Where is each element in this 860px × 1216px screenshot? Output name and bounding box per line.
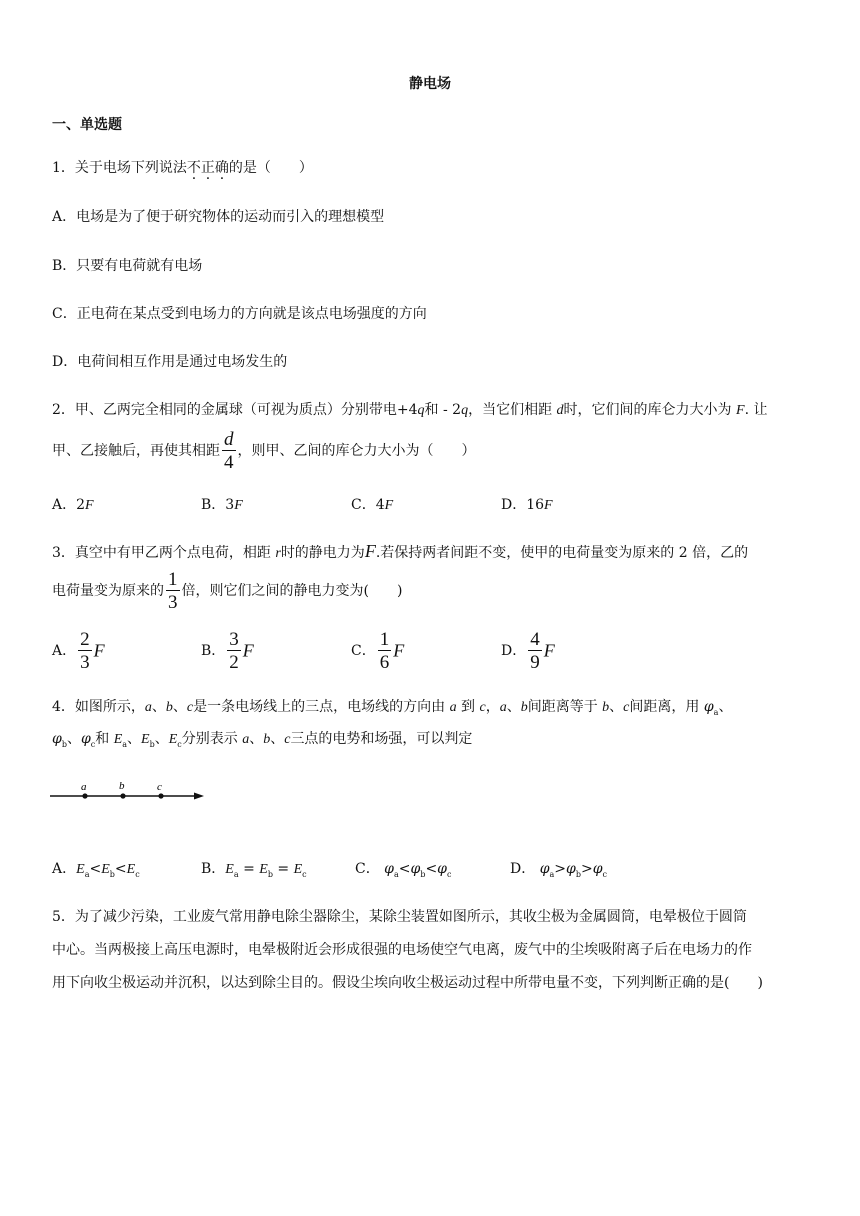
opt-label: A． (52, 861, 77, 877)
text: 和 (95, 731, 114, 747)
var-F: F (544, 498, 553, 513)
fraction (222, 430, 236, 472)
gt: > (554, 861, 567, 877)
var-d: d (556, 403, 564, 418)
text: ，当它们相距 (468, 402, 557, 418)
q1-option-d: D．电荷间相互作用是通过电场发生的 (52, 354, 288, 370)
text: 间距离，用 (629, 699, 704, 715)
text: 电荷量变为原来的 (52, 583, 164, 599)
var-a: a (242, 732, 250, 747)
var-F: F (736, 403, 745, 418)
var-c: c (284, 732, 291, 747)
q2-option-a (52, 494, 94, 514)
text: 、 (66, 731, 81, 747)
var-F: F (543, 640, 555, 661)
text: 倍，则它们之间的静电力变为( ) (181, 583, 403, 599)
q5-stem-line2: 中心。当两极接上高压电源时，电晕极附近会形成很强的电场使空气电离，废气中的尘埃吸附离子后在电场力的作 (52, 942, 752, 958)
page-title: 静电场 (409, 76, 451, 92)
label-c: c (157, 781, 162, 793)
sub: a (233, 869, 239, 879)
text: ， (485, 699, 500, 715)
text: 到 (456, 699, 480, 715)
point-c (158, 793, 163, 798)
fraction (78, 630, 92, 672)
q5-stem-line1: 5．为了减少污染，工业废气常用静电除尘器除尘，某除尘装置如图所示，其收尘极为金属圆筒，电晕极位于圆筒 (52, 909, 747, 925)
text: 和 - 2 (424, 402, 462, 418)
text: . 让 (744, 402, 768, 418)
var-F: F (242, 640, 254, 661)
var-r: r (275, 546, 281, 561)
label-a: a (81, 781, 87, 793)
opt-label: C． (351, 643, 376, 659)
var-b: b (263, 732, 271, 747)
text: 是一条电场线上的三点，电场线的方向由 (193, 699, 450, 715)
var-E: E (76, 862, 85, 877)
var-a: a (144, 700, 152, 715)
opt-label: D． (501, 643, 527, 659)
var-F: F (384, 498, 394, 513)
text: 、 (270, 731, 285, 747)
var-c: c (186, 700, 194, 715)
sub: b (267, 869, 273, 879)
text: 时的静电力为 (280, 545, 365, 561)
var-E: E (113, 732, 123, 747)
frac-den: 3 (168, 592, 178, 613)
var-b: b (602, 700, 610, 715)
text: 三点的电势和场强，可以判定 (290, 731, 473, 747)
q1-emph-char: 正 (200, 160, 215, 176)
var-E: E (225, 862, 234, 877)
q2-option-c (351, 494, 393, 514)
frac-den: 2 (229, 652, 239, 673)
text: 、 (718, 699, 733, 715)
lt: < (425, 861, 438, 877)
lt: < (398, 861, 411, 877)
sub: c (302, 869, 307, 879)
q3-stem-line1 (52, 541, 748, 562)
q3-option-a (52, 630, 105, 672)
q3-stem-line2 (52, 570, 402, 612)
phi-symbol: φ (410, 861, 421, 877)
text: 4．如图所示， (52, 699, 145, 715)
q4-stem-line1 (52, 696, 732, 717)
q1-emph-char: 不 (186, 160, 201, 176)
frac-den: 9 (530, 652, 540, 673)
text: 2．甲、乙两完全相同的金属球（可视为质点）分别带电+4 (52, 402, 418, 418)
fraction (378, 630, 392, 672)
fraction (166, 570, 180, 612)
opt-label: C． (355, 861, 380, 877)
var-E: E (126, 862, 136, 877)
sub: c (135, 869, 140, 879)
text: 、 (151, 699, 166, 715)
eq: = (272, 861, 294, 877)
text: .若保持两者间距不变，使甲的电荷量变为原来的 2 倍，乙的 (375, 545, 749, 561)
var-E: E (101, 862, 110, 877)
text: 、 (127, 731, 142, 747)
sub: b (109, 869, 115, 879)
sub: b (61, 739, 67, 749)
var-F: F (393, 640, 405, 661)
var-b: b (520, 700, 528, 715)
sub: b (149, 739, 155, 749)
frac-num: 1 (168, 569, 178, 590)
text: 、 (172, 699, 187, 715)
q1-option-a: A．电场是为了便于研究物体的运动而引入的理想模型 (52, 209, 385, 225)
var-F: F (93, 640, 105, 661)
sub: b (420, 869, 426, 879)
q4-option-d (510, 858, 607, 879)
var-E: E (168, 732, 178, 747)
var-q: q (461, 403, 469, 418)
section-heading: 一、单选题 (52, 117, 122, 133)
sub: a (549, 869, 555, 879)
var-b: b (165, 700, 173, 715)
frac-num: 3 (229, 629, 239, 650)
sub: c (177, 739, 182, 749)
frac-den: 4 (224, 452, 234, 473)
sub: a (713, 707, 719, 717)
q3-option-d (501, 630, 555, 672)
var-c: c (479, 700, 486, 715)
text: 、 (154, 731, 169, 747)
sub: a (122, 739, 128, 749)
var-F: F (85, 498, 94, 513)
text: 、 (249, 731, 264, 747)
frac-num: d (224, 429, 234, 450)
sub: a (393, 869, 399, 879)
label-b: b (119, 780, 125, 792)
var-q: q (417, 403, 425, 418)
q4-option-a (52, 858, 140, 879)
gt: > (580, 861, 593, 877)
text: 分别表示 (181, 731, 243, 747)
var-c: c (623, 700, 630, 715)
field-line-figure (48, 778, 210, 804)
phi-symbol: φ (592, 861, 603, 877)
opt-label: D．16 (501, 497, 545, 513)
phi-symbol: φ (539, 861, 550, 877)
opt-label: D． (510, 861, 536, 877)
lt: < (114, 861, 127, 877)
q4-stem-line2 (52, 728, 472, 749)
opt-label: B． (201, 861, 226, 877)
text: 甲、乙接触后，再使其相距 (52, 443, 220, 459)
phi-symbol: φ (384, 861, 394, 877)
lt: < (89, 861, 102, 877)
var-a: a (499, 700, 507, 715)
q1-option-c: C．正电荷在某点受到电场力的方向就是该点电场强度的方向 (52, 306, 427, 322)
q1-option-b: B．只要有电荷就有电场 (52, 258, 203, 274)
frac-den: 6 (379, 652, 390, 673)
var-E: E (141, 732, 150, 747)
var-a: a (449, 700, 457, 715)
q2-option-b (201, 494, 243, 514)
sub: c (90, 739, 96, 749)
frac-num: 1 (379, 629, 390, 650)
q1-stem-prefix: 1．关于电场下列说法 (52, 160, 187, 176)
frac-den: 3 (80, 652, 90, 673)
phi-symbol: φ (80, 731, 91, 747)
var-E: E (293, 862, 303, 877)
var-E: E (259, 862, 268, 877)
sub: a (84, 869, 90, 879)
q1-emph-char: 确 (214, 160, 229, 176)
sub: b (575, 869, 581, 879)
arrowhead-icon (194, 793, 204, 800)
fraction (528, 630, 542, 672)
phi-symbol: φ (52, 731, 62, 747)
q2-option-d (501, 494, 553, 514)
frac-num: 2 (80, 629, 90, 650)
var-F: F (364, 541, 376, 561)
opt-label: C．4 (351, 497, 385, 513)
var-F: F (234, 498, 243, 513)
phi-symbol: φ (566, 861, 576, 877)
opt-label: B． (201, 643, 226, 659)
text: 时，它们间的库仑力大小为 (563, 402, 736, 418)
point-b (120, 793, 125, 798)
fraction (227, 630, 241, 672)
phi-symbol: φ (703, 699, 714, 715)
opt-label: A． (52, 643, 77, 659)
frac-num: 4 (530, 629, 540, 650)
text: 、 (609, 699, 624, 715)
q4-option-c (355, 858, 451, 879)
text: 间距离等于 (527, 699, 603, 715)
q1-stem-suffix: 的是（ ） (228, 160, 313, 176)
q2-stem-line1 (52, 399, 767, 419)
sub: c (446, 869, 452, 879)
q3-option-c (351, 630, 404, 672)
point-a (82, 793, 87, 798)
text: ，则甲、乙间的库仑力大小为（ ） (237, 443, 476, 459)
q3-option-b (201, 630, 254, 672)
opt-label: B．3 (201, 497, 235, 513)
opt-label: A．2 (52, 497, 86, 513)
q2-stem-line2 (52, 430, 476, 472)
q4-option-b (201, 858, 307, 879)
eq: = (238, 861, 260, 877)
sub: c (602, 869, 607, 879)
text: 3．真空中有甲乙两个点电荷，相距 (52, 545, 276, 561)
text: 、 (506, 699, 521, 715)
phi-symbol: φ (437, 861, 447, 877)
q5-stem-line3: 用下向收尘极运动并沉积，以达到除尘目的。假设尘埃向收尘极运动过程中所带电量不变，下列判断正确的是( ) (52, 975, 763, 991)
q1-stem (52, 157, 313, 177)
